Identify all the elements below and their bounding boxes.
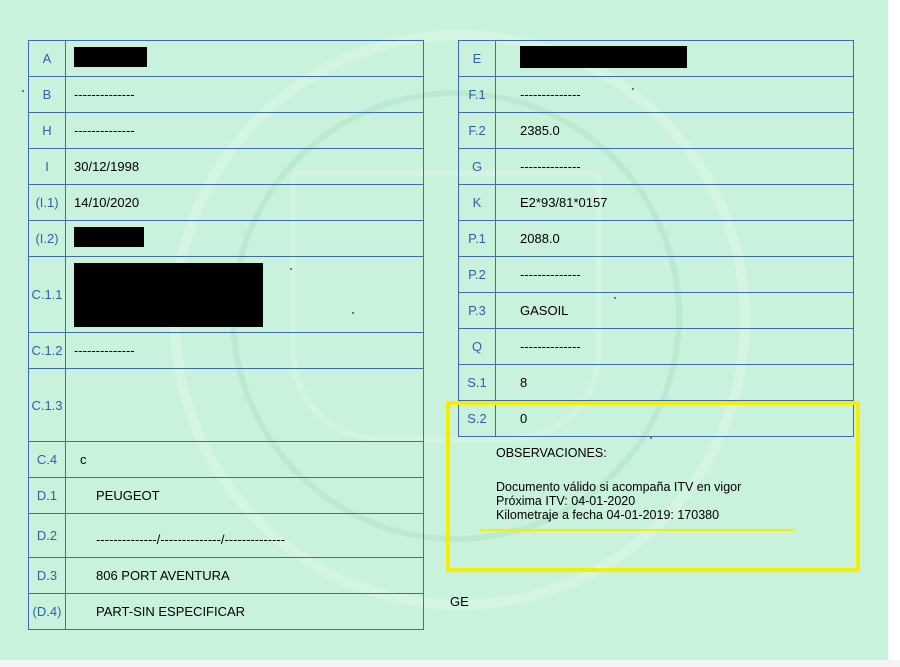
field-value: PART-SIN ESPECIFICAR [66, 594, 424, 630]
observaciones-line: Próxima ITV: 04-01-2020 [496, 494, 636, 508]
field-value [66, 369, 424, 442]
field-label: F.2 [459, 113, 496, 149]
field-value: -------------- [496, 149, 854, 185]
field-row-d3 [29, 558, 424, 594]
footer-code: GE [450, 594, 469, 609]
field-value: 14/10/2020 [66, 185, 424, 221]
field-row-k [459, 185, 854, 221]
scan-speck [22, 90, 24, 92]
field-value: 0 [496, 401, 854, 437]
field-label: K [459, 185, 496, 221]
field-label: (I.1) [29, 185, 66, 221]
field-value: E2*93/81*0157 [496, 185, 854, 221]
scan-speck [352, 312, 354, 314]
redaction-bar [74, 47, 147, 67]
field-row-d4 [29, 594, 424, 630]
scan-speck [632, 88, 634, 90]
field-row-s1 [459, 365, 854, 401]
field-row-p3 [459, 293, 854, 329]
field-label: P.1 [459, 221, 496, 257]
field-value: c [66, 442, 424, 478]
field-row-i1 [29, 185, 424, 221]
redaction-bar [74, 227, 144, 247]
field-label: D.1 [29, 478, 66, 514]
scan-speck [650, 437, 652, 439]
field-value: 30/12/1998 [66, 149, 424, 185]
field-value: 2088.0 [496, 221, 854, 257]
field-label: C.1.1 [29, 257, 66, 333]
scan-margin-bottom [0, 660, 900, 667]
field-label: Q [459, 329, 496, 365]
field-label: B [29, 77, 66, 113]
field-label: D.3 [29, 558, 66, 594]
scan-margin-right [888, 0, 900, 667]
highlight-box [446, 401, 860, 572]
field-value: PEUGEOT [66, 478, 424, 514]
field-row-c11 [29, 257, 424, 333]
field-label: C.4 [29, 442, 66, 478]
field-row-h [29, 113, 424, 149]
scan-speck [290, 268, 292, 270]
field-value: GASOIL [496, 293, 854, 329]
field-label: (D.4) [29, 594, 66, 630]
field-row-d2 [29, 514, 424, 558]
field-label: C.1.2 [29, 333, 66, 369]
field-value: -------------- [66, 333, 424, 369]
field-value: --------------/--------------/-------------- [66, 514, 424, 558]
field-row-f1 [459, 77, 854, 113]
field-value: -------------- [66, 77, 424, 113]
scan-speck [614, 297, 616, 299]
field-label: E [459, 41, 496, 77]
field-value: -------------- [496, 257, 854, 293]
field-row-p2 [459, 257, 854, 293]
field-value: -------------- [496, 77, 854, 113]
field-row-f2 [459, 113, 854, 149]
field-label: C.1.3 [29, 369, 66, 442]
field-row-c12 [29, 333, 424, 369]
highlight-underline [480, 529, 795, 531]
field-row-e [459, 41, 854, 77]
field-value [66, 41, 424, 77]
field-label: P.3 [459, 293, 496, 329]
observaciones-title: OBSERVACIONES: [496, 446, 607, 460]
field-label: G [459, 149, 496, 185]
field-row-d1 [29, 478, 424, 514]
observaciones-line: Kilometraje a fecha 04-01-2019: 170380 [496, 508, 720, 522]
field-label: P.2 [459, 257, 496, 293]
field-row-q [459, 329, 854, 365]
field-row-a [29, 41, 424, 77]
field-value: 806 PORT AVENTURA [66, 558, 424, 594]
field-row-g [459, 149, 854, 185]
field-row-c4 [29, 442, 424, 478]
field-row-i2 [29, 221, 424, 257]
field-label: A [29, 41, 66, 77]
field-label: S.2 [459, 401, 496, 437]
field-label: S.1 [459, 365, 496, 401]
field-row-c13 [29, 369, 424, 442]
field-row-i [29, 149, 424, 185]
field-value [66, 221, 424, 257]
observaciones-line: Documento válido si acompaña ITV en vigor [496, 480, 742, 494]
field-row-b [29, 77, 424, 113]
field-value: -------------- [496, 329, 854, 365]
field-value: 8 [496, 365, 854, 401]
field-label: D.2 [29, 514, 66, 558]
redaction-bar [74, 263, 263, 327]
field-value [66, 257, 424, 333]
field-value [496, 41, 854, 77]
field-value: -------------- [66, 113, 424, 149]
right-field-table [458, 40, 854, 437]
field-label: I [29, 149, 66, 185]
field-label: (I.2) [29, 221, 66, 257]
field-label: F.1 [459, 77, 496, 113]
field-label: H [29, 113, 66, 149]
redaction-bar [520, 46, 687, 68]
field-row-p1 [459, 221, 854, 257]
left-field-table [28, 40, 424, 630]
field-value: 2385.0 [496, 113, 854, 149]
